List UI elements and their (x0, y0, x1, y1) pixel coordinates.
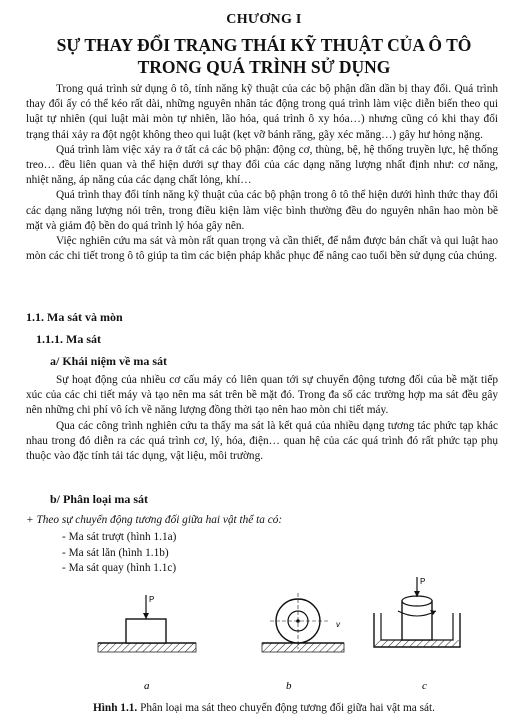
subsection-heading-b: b/ Phân loại ma sát (50, 492, 149, 506)
list-item: - Ma sát lăn (hình 1.1b) (62, 546, 169, 559)
chapter-title-line-2: TRONG QUÁ TRÌNH SỬ DỤNG (137, 57, 391, 77)
intro-section (26, 82, 498, 264)
intro-paragraph-1: Trong quá trình sử dụng ô tô, tính năng kỹ thuật của các bộ phận dần dần bị thay đổi. Quá trình thay đổi ấy có thể kéo rất dài, những nguyên nhân tác động trong quá trình làm việc diễn biến theo qui luật tự nhiên (qui luật mài mòn tự nhiên, lão hóa, quá trình ô xy hóa…) nhưng cũng có khi thay đổi trạng thái xảy ra đột ngột không theo qui luật (kẹt vỡ bánh răng, gãy xéc măng…) gây hư hỏng nặng. (26, 83, 498, 141)
friction-diagram (0, 575, 528, 700)
figure-label-a: a (144, 680, 150, 692)
list-item: - Ma sát trượt (hình 1.1a) (62, 531, 177, 543)
list-item: - Ma sát quay (hình 1.1c) (62, 562, 177, 574)
force-label: P (420, 577, 426, 586)
rotating-shaft (402, 601, 432, 640)
concept-section (26, 373, 498, 464)
concept-paragraph-1: Sự hoạt động của nhiều cơ cấu máy có liên quan tới sự chuyển động tương đối của bề mặt tiếp xúc của các chi tiết máy và tạo nên ma sát trên bề mặt đó. Trong đa số các trường hợp ma sát đều gây nên những chi phí vô ích về năng lượng đồng thời tạo nên hao mòn chi tiết máy. (26, 374, 498, 417)
figure-c-rotational (374, 577, 460, 647)
chapter-heading: CHƯƠNG I (226, 12, 302, 27)
intro-paragraph-4: Việc nghiên cứu ma sát và mòn rất quan trọng và cần thiết, để nắm được bản chất và qui luật hao mòn các chi tiết trong ô tô giúp ta tìm các biện pháp khắc phục để nâng cao tuổi bền sử dụng của chúng. (26, 235, 498, 263)
figure-b-rolling (262, 593, 344, 652)
section-heading-1-1: 1.1. Ma sát và mòn (26, 310, 123, 324)
figure-label-b: b (286, 680, 292, 692)
section-heading-1-1-1: 1.1.1. Ma sát (36, 332, 101, 346)
figure-caption-label: Hình 1.1. (92, 702, 138, 714)
chapter-title (14, 34, 514, 78)
intro-paragraph-3: Quá trình thay đổi tính năng kỹ thuật của các bộ phận trong ô tô thể hiện dưới hình thức thay đổi các dạng năng lượng nói trên, trong điều kiện làm việc bình thường đều do nguyên nhân hao mòn bề mặt và giảm độ bền do quá trình lý hóa gây nên. (26, 189, 498, 232)
figure-label-c: c (422, 680, 427, 692)
figure-1-1 (0, 575, 528, 700)
ground-surface (262, 643, 344, 652)
velocity-label: v (336, 620, 340, 629)
intro-paragraph-2: Quá trình làm việc xảy ra ở tất cả các bộ phận: động cơ, thùng, bệ, hệ thống truyền lực, hệ thống treo… đều liên quan và thể hiện dưới sự thay đổi của các dạng năng lượng nhất định như: cơ năng, nhiệt năng, áp năng của các dạng chất lỏng, khí… (26, 143, 498, 187)
concept-paragraph-2: Qua các công trình nghiên cứu ta thấy ma sát là kết quả của nhiều dạng tương tác phức tạp khác nhau trong đó diễn ra các quá trình cơ, lý, hóa, điện… quan hệ của các quá trình đó rất phức tạp phụ thuộc vào đặc tính tải tác dụng, vật liệu, môi trường. (26, 419, 498, 463)
sliding-block (126, 619, 166, 643)
ground-surface (98, 643, 196, 652)
chapter-title-line-1: SỰ THAY ĐỔI TRẠNG THÁI KỸ THUẬT CỦA Ô TÔ (56, 35, 472, 55)
subsection-heading-a: a/ Khái niệm về ma sát (50, 354, 167, 368)
figure-caption-text: Phân loại ma sát theo chuyển động tương đối giữa hai vật ma sát. (137, 702, 436, 714)
force-label: P (149, 595, 155, 604)
figure-a-sliding (98, 595, 196, 652)
classification-list (62, 530, 176, 577)
classification-lead: + Theo sự chuyển động tương đối giữa hai vật thể ta có: (26, 514, 283, 526)
figure-caption (0, 702, 528, 714)
